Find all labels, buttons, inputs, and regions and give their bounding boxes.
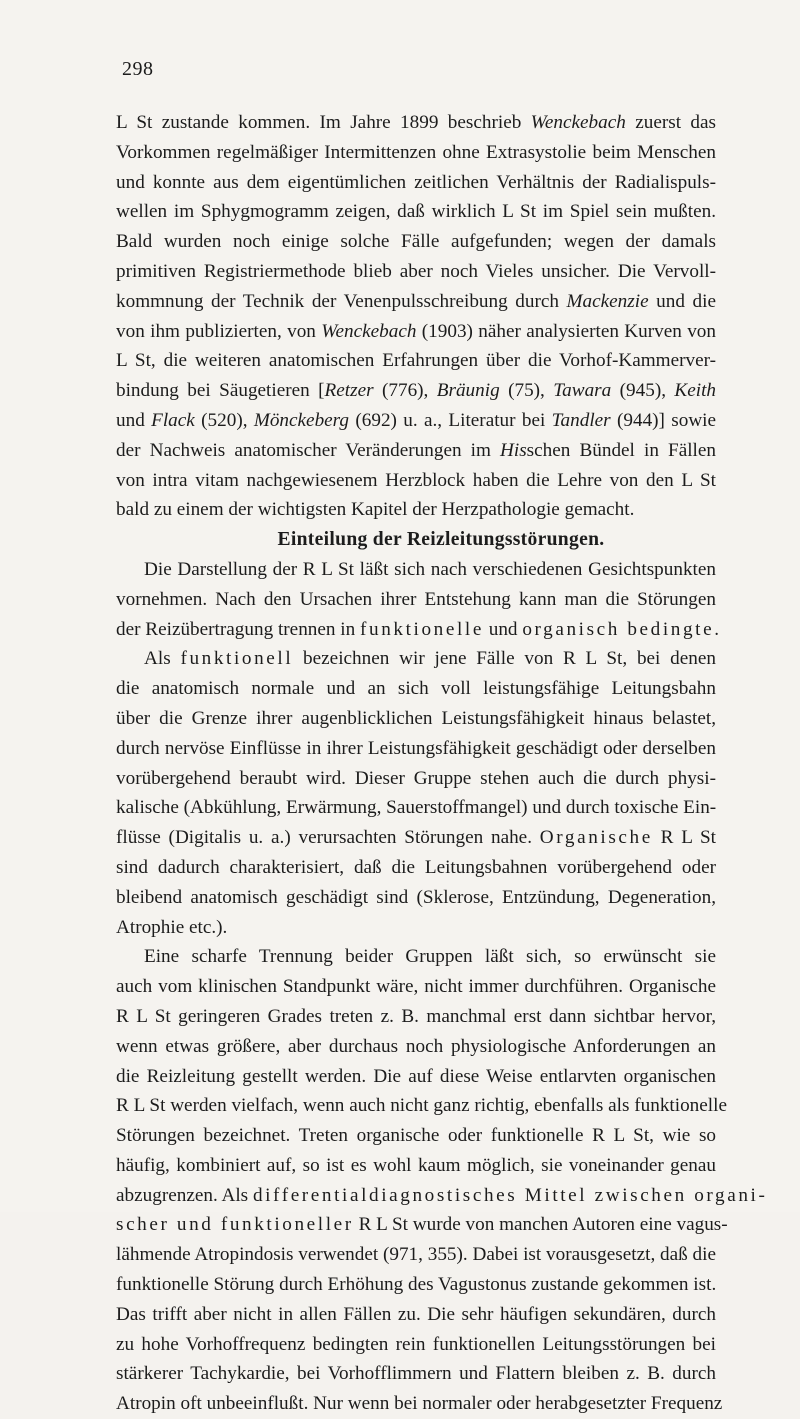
- text-line: wenn etwas größere, aber durchaus noch physiologische Anforderungen an: [116, 1035, 716, 1057]
- text-line: von intra vitam nachgewiesenem Herzblock haben die Lehre von den L St: [116, 469, 716, 491]
- text-line: zu hohe Vorhoffrequenz bedingten rein funktionellen Leitungsstörungen bei: [116, 1333, 716, 1355]
- text-line: Störungen bezeichnet. Treten organische oder funktionelle R L St, wie so: [116, 1125, 716, 1147]
- text-line: Als funktionell bezeichnen wir jene Fälle von R L St, bei denen: [144, 648, 716, 670]
- text-line: scher und funktioneller R L St wurde von manchen Autoren eine vagus-: [116, 1214, 728, 1236]
- text-line: primitiven Registriermethode blieb aber noch Vieles unsicher. Die Vervoll-: [116, 260, 716, 282]
- text-line: bleibend anatomisch geschädigt sind (Sklerose, Entzündung, Degeneration,: [116, 886, 716, 908]
- text-line: Das trifft aber nicht in allen Fällen zu. Die sehr häufigen sekundären, durch: [116, 1303, 716, 1325]
- text-line: bald zu einem der wichtigsten Kapitel der Herzpathologie gemacht.: [116, 499, 635, 521]
- body-text: [116, 108, 768, 1419]
- text-line: Die Darstellung der R L St läßt sich nach verschiedenen Gesichtspunkten: [144, 558, 716, 580]
- text-line: sind dadurch charakterisiert, daß die Leitungsbahnen vorübergehend oder: [116, 856, 716, 878]
- text-line: Bald wurden noch einige solche Fälle aufgefunden; wegen der damals: [116, 231, 716, 253]
- text-line: L St, die weiteren anatomischen Erfahrungen über die Vorhof-Kammerver-: [116, 350, 716, 372]
- section-heading: Einteilung der Reizleitungsstörungen.: [277, 529, 605, 551]
- text-line: vorübergehend beraubt wird. Dieser Gruppe stehen auch die durch physi-: [116, 767, 716, 789]
- text-line: und Flack (520), Mönckeberg (692) u. a., Literatur bei Tandler (944)] sowie: [116, 409, 717, 431]
- text-line: die Reizleitung gestellt werden. Die auf diese Weise entlarvten organischen: [116, 1065, 716, 1087]
- text-line: bindung bei Säugetieren [Retzer (776), Bräunig (75), Tawara (945), Keith: [116, 380, 716, 402]
- text-line: durch nervöse Einflüsse in ihrer Leistungsfähigkeit geschädigt oder derselben: [116, 737, 716, 759]
- text-line: wellen im Sphygmogramm zeigen, daß wirklich L St im Spiel sein mußten.: [116, 201, 716, 223]
- text-line: abzugrenzen. Als differentialdiagnostisches Mittel zwischen organi-: [116, 1184, 768, 1206]
- text-line: über die Grenze ihrer augenblicklichen Leistungsfähigkeit hinaus belastet,: [116, 707, 716, 729]
- text-line: die anatomisch normale und an sich voll leistungsfähige Leitungsbahn: [116, 678, 716, 700]
- text-line: R L St werden vielfach, wenn auch nicht ganz richtig, ebenfalls als funktionelle: [116, 1095, 727, 1117]
- text-line: Atrophie etc.).: [116, 916, 228, 938]
- text-line: vornehmen. Nach den Ursachen ihrer Entstehung kann man die Störungen: [116, 588, 716, 610]
- text-line: Eine scharfe Trennung beider Gruppen läßt sich, so erwünscht sie: [144, 946, 716, 968]
- text-line: häufig, kombiniert auf, so ist es wohl kaum möglich, sie voneinander genau: [116, 1154, 716, 1176]
- text-line: von ihm publizierten, von Wenckebach (1903) näher analysierten Kurven von: [116, 320, 716, 342]
- text-line: flüsse (Digitalis u. a.) verursachten Störungen nahe. Organische R L St: [116, 827, 717, 849]
- text-line: kommnung der Technik der Venenpulsschreibung durch Mackenzie und die: [116, 290, 716, 312]
- text-line: Vorkommen regelmäßiger Intermittenzen ohne Extrasystolie beim Menschen: [116, 141, 716, 163]
- text-line: der Reizübertragung trennen in funktionelle und organisch bedingte.: [116, 618, 720, 640]
- text-line: lähmende Atropindosis verwendet (971, 355). Dabei ist vorausgesetzt, daß die: [116, 1244, 716, 1266]
- text-line: Atropin oft unbeeinflußt. Nur wenn bei normaler oder herabgesetzter Frequenz: [116, 1393, 723, 1415]
- text-line: der Nachweis anatomischer Veränderungen im Hisschen Bündel in Fällen: [116, 439, 716, 461]
- page-number: 298: [122, 58, 154, 80]
- text-line: kalische (Abkühlung, Erwärmung, Sauerstoffmangel) und durch toxische Ein-: [116, 797, 717, 819]
- text-line: und konnte aus dem eigentümlichen zeitlichen Verhältnis der Radialispuls-: [116, 171, 716, 193]
- text-line: funktionelle Störung durch Erhöhung des Vagustonus zustande gekommen ist.: [116, 1274, 717, 1296]
- text-line: R L St geringeren Grades treten z. B. manchmal erst dann sichtbar hervor,: [116, 1005, 716, 1027]
- text-line: stärkerer Tachykardie, bei Vorhofflimmern und Flattern bleiben z. B. durch: [116, 1363, 716, 1385]
- text-line: auch vom klinischen Standpunkt wäre, nicht immer durchführen. Organische: [116, 976, 716, 998]
- text-line: L St zustande kommen. Im Jahre 1899 beschrieb Wenckebach zuerst das: [116, 112, 716, 133]
